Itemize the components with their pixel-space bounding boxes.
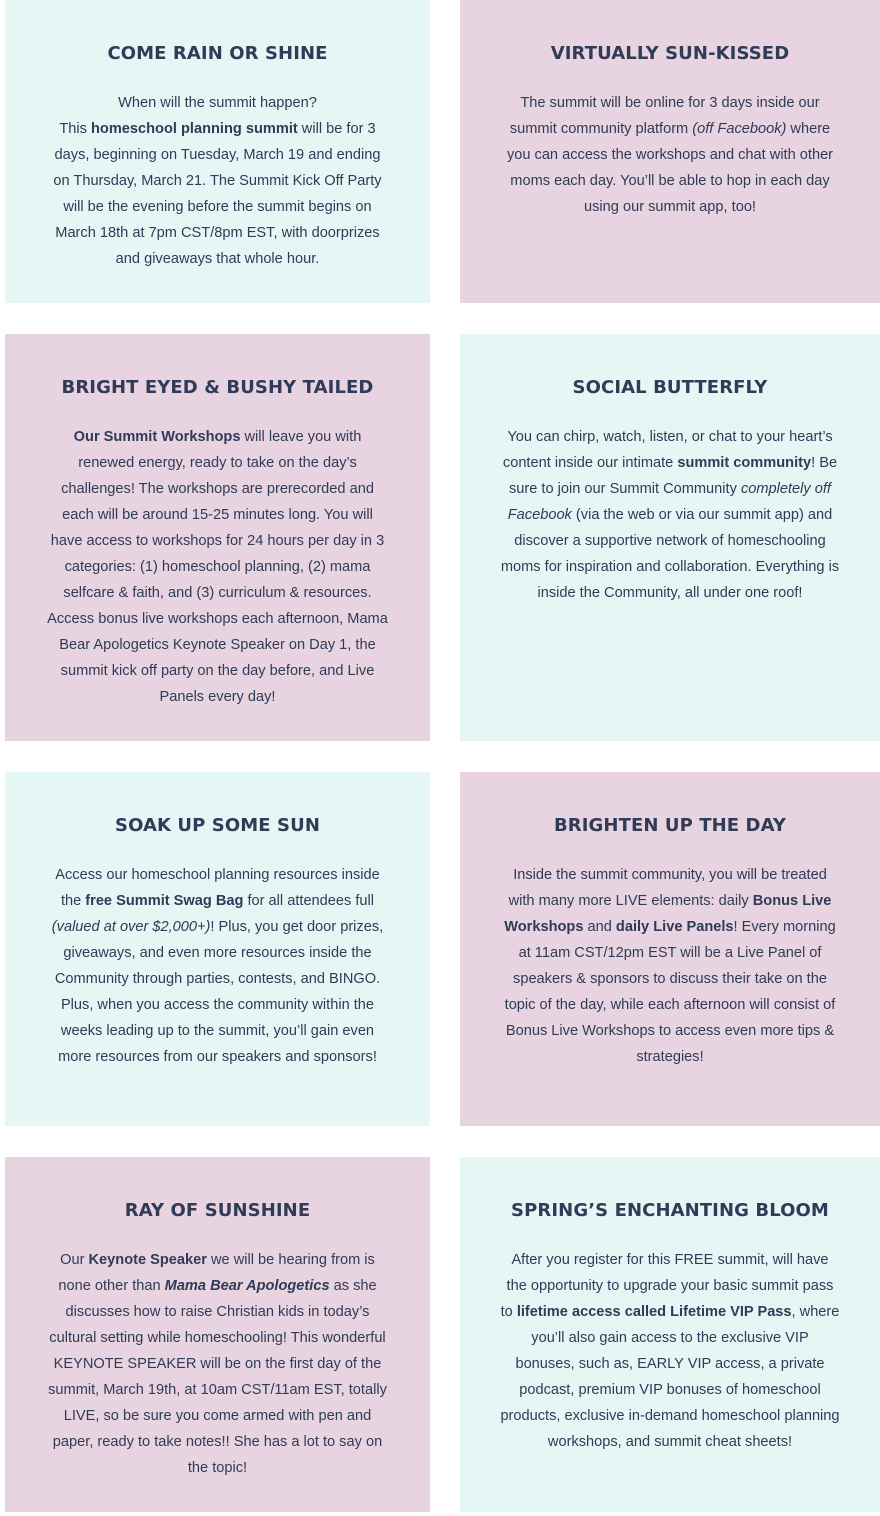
card-soak-up-some-sun bbox=[5, 772, 430, 1126]
card-title: BRIGHT EYED & BUSHY TAILED bbox=[61, 377, 374, 398]
body-text: will be for 3 days, beginning on Tuesday, March 19 and ending on Thursday, March 21. The Summit Kick Off Party will be the evening before the summit begins on March 18th at 7pm CST/8pm EST, with doorprizes and giveaways that whole hour. bbox=[53, 121, 382, 267]
bold-text: summit community bbox=[677, 455, 812, 471]
card-body bbox=[500, 1247, 840, 1455]
body-text: will leave you with renewed energy, ready to take on the day’s challenges! The workshops are prerecorded and each will be around 15-25 minutes long. You will have access to workshops for 24 hours per day in 3 categories: (1) homeschool planning, (2) mama selfcare & faith, and (3) curriculum & resources. Access bonus live workshops each afternoon, Mama Bear Apologetics Keynote Speaker on Day 1, the summit kick off party on the day before, and Live Panels every day! bbox=[47, 429, 388, 705]
bold-text: lifetime access called Lifetime VIP Pass bbox=[516, 1304, 792, 1320]
card-body bbox=[45, 1247, 390, 1481]
bold-text: daily Live Panels bbox=[615, 919, 734, 935]
italic-text: (valued at over $2,000+) bbox=[51, 919, 211, 935]
card-title: BRIGHTEN UP THE DAY bbox=[553, 815, 787, 836]
bold-text: Keynote Speaker bbox=[88, 1252, 207, 1268]
body-text: Inside the summit community, you will be treated with many more LIVE elements: daily bbox=[508, 867, 827, 909]
body-text: for all attendees full bbox=[243, 893, 375, 909]
card-title: COME RAIN OR SHINE bbox=[107, 43, 328, 64]
bold-text: free Summit Swag Bag bbox=[85, 893, 244, 909]
card-title: RAY OF SUNSHINE bbox=[124, 1200, 311, 1221]
bold-text: homeschool planning summit bbox=[90, 121, 298, 137]
body-text: After you register for this FREE summit, will have the opportunity to upgrade your basic summit pass to bbox=[500, 1252, 834, 1320]
body-text: , where you’ll also gain access to the exclusive VIP bonuses, such as, EARLY VIP access, a private podcast, premium VIP bonuses of homeschool products, exclusive in-demand homeschool planning workshops, and summit cheat sheets! bbox=[500, 1304, 840, 1450]
bold-text: Bonus Live Workshops bbox=[504, 893, 832, 935]
body-text: where you can access the workshops and chat with other moms each day. You’ll be able to hop in each day using our summit app, too! bbox=[506, 121, 834, 215]
body-text: When will the summit happen? bbox=[118, 95, 317, 111]
card-body bbox=[500, 862, 840, 1070]
card-come-rain-or-shine bbox=[5, 0, 430, 303]
body-text: ! Be sure to join our Summit Community bbox=[508, 455, 838, 497]
card-brighten-up-the-day bbox=[460, 772, 880, 1126]
card-title: VIRTUALLY SUN-KISSED bbox=[550, 43, 790, 64]
card-ray-of-sunshine bbox=[5, 1157, 430, 1512]
card-body bbox=[45, 424, 390, 710]
body-text: The summit will be online for 3 days inside our summit community platform bbox=[509, 95, 820, 137]
body-text: ! Plus, you get door prizes, giveaways, and even more resources inside the Community through parties, contests, and BINGO. Plus, when you access the community within the weeks leading up to the summit, you’ll gain even more resources from our speakers and sponsors! bbox=[54, 919, 384, 1065]
card-body bbox=[45, 90, 390, 272]
card-virtually-sun-kissed bbox=[460, 0, 880, 303]
body-text: Our bbox=[60, 1252, 89, 1268]
body-text: This bbox=[59, 121, 91, 137]
body-text: You can chirp, watch, listen, or chat to your heart’s content inside our intimate bbox=[502, 429, 833, 471]
italic-text: (off Facebook) bbox=[692, 121, 787, 137]
body-text: we will be hearing from is none other than bbox=[58, 1252, 375, 1294]
card-springs-enchanting-bloom bbox=[460, 1157, 880, 1512]
italic-text: completely off Facebook bbox=[507, 481, 831, 523]
card-body bbox=[500, 424, 840, 606]
card-title: SOCIAL BUTTERFLY bbox=[572, 377, 768, 398]
body-text: ! Every morning at 11am CST/12pm EST will be a Live Panel of speakers & sponsors to discuss their take on the topic of the day, while each afternoon will consist of Bonus Live Workshops to access even more tips & strategies! bbox=[504, 919, 836, 1065]
body-text: Access our homeschool planning resources inside the bbox=[55, 867, 380, 909]
card-social-butterfly bbox=[460, 334, 880, 741]
card-body bbox=[45, 862, 390, 1070]
body-text: and bbox=[583, 919, 616, 935]
emphasis-text: Mama Bear Apologetics bbox=[164, 1278, 330, 1294]
bold-text bbox=[165, 1278, 330, 1294]
card-title: SPRING’S ENCHANTING BLOOM bbox=[511, 1200, 829, 1221]
card-body bbox=[500, 90, 840, 220]
card-bright-eyed-bushy-tailed bbox=[5, 334, 430, 741]
card-title: SOAK UP SOME SUN bbox=[115, 815, 320, 836]
body-text: (via the web or via our summit app) and discover a supportive network of homeschooling moms for inspiration and collaboration. Everything is inside the Community, all under one roof! bbox=[500, 507, 840, 601]
bold-text: Our Summit Workshops bbox=[73, 429, 241, 445]
body-text: as she discusses how to raise Christian kids in today’s cultural setting while homeschooling! This wonderful KEYNOTE SPEAKER will be on the first day of the summit, March 19th, at 10am CST/11am EST, totally LIVE, so be sure you come armed with pen and paper, ready to take notes!! She has a lot to say on the topic! bbox=[48, 1278, 387, 1476]
